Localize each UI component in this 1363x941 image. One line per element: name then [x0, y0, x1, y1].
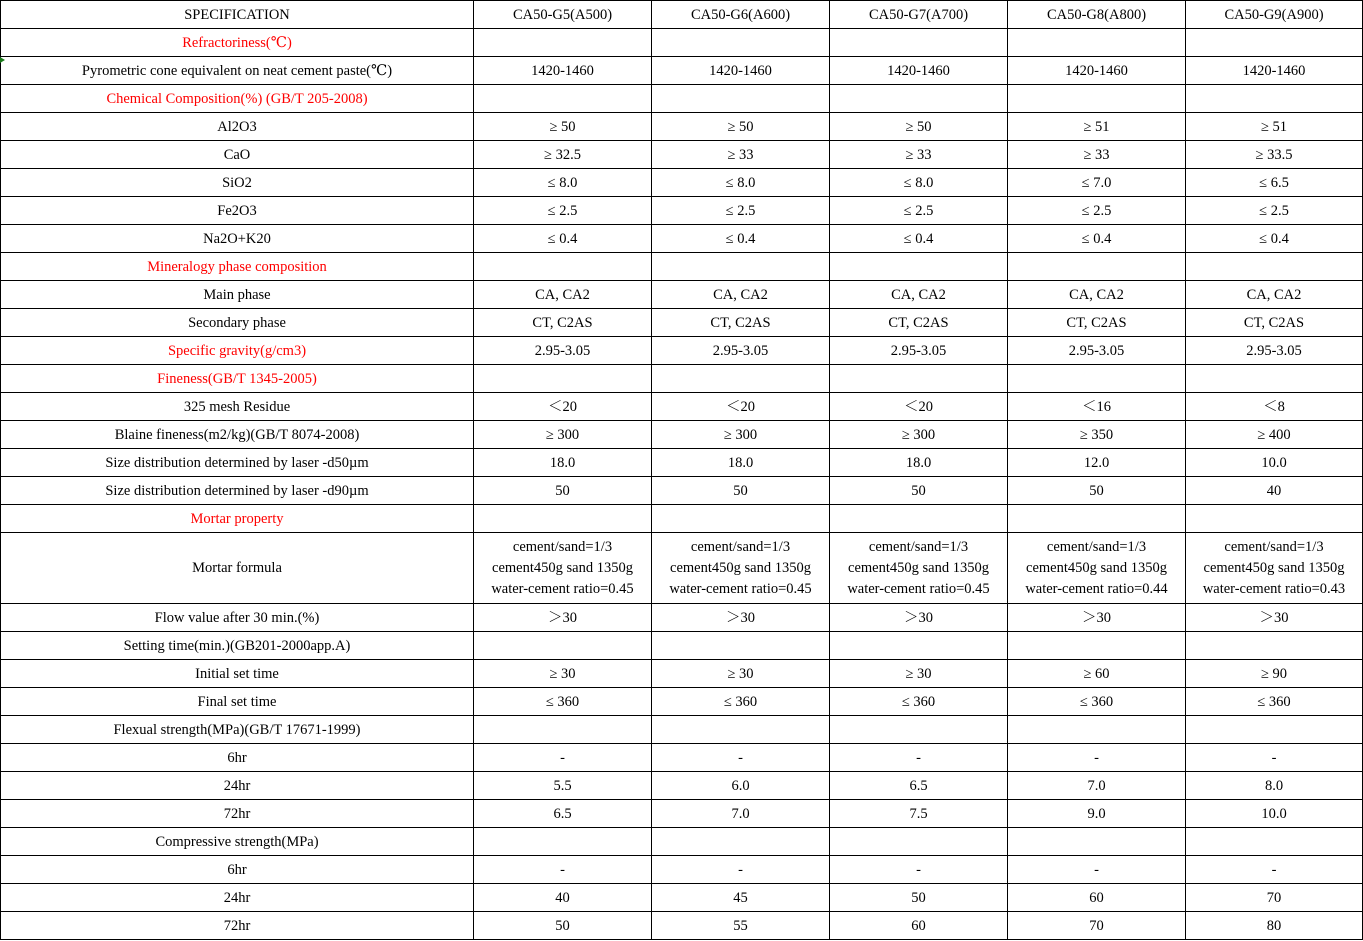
- table-cell: ≤ 360: [1186, 688, 1363, 716]
- table-cell: ≤ 7.0: [1008, 169, 1186, 197]
- table-cell: [1186, 29, 1363, 57]
- row-label: Final set time: [1, 688, 474, 716]
- table-row: [1, 253, 1363, 281]
- table-cell: ≥ 400: [1186, 421, 1363, 449]
- table-row: [1, 604, 1363, 632]
- header-grade-g9: CA50-G9(A900): [1186, 1, 1363, 29]
- table-cell: ≤ 2.5: [830, 197, 1008, 225]
- table-cell: 2.95-3.05: [830, 337, 1008, 365]
- row-label: Secondary phase: [1, 309, 474, 337]
- table-row: [1, 197, 1363, 225]
- table-cell: 70: [1008, 912, 1186, 940]
- table-cell: ≤ 360: [830, 688, 1008, 716]
- table-cell: [1008, 29, 1186, 57]
- table-row: [1, 309, 1363, 337]
- table-row: [1, 884, 1363, 912]
- row-label: Main phase: [1, 281, 474, 309]
- row-label: Setting time(min.)(GB201-2000app.A): [1, 632, 474, 660]
- table-cell: [652, 716, 830, 744]
- table-cell: [1008, 365, 1186, 393]
- row-label: Blaine fineness(m2/kg)(GB/T 8074-2008): [1, 421, 474, 449]
- table-cell: [1008, 716, 1186, 744]
- table-cell: ≤ 2.5: [1186, 197, 1363, 225]
- table-cell: 50: [474, 912, 652, 940]
- table-row: [1, 744, 1363, 772]
- table-cell: [1008, 632, 1186, 660]
- table-row: [1, 828, 1363, 856]
- table-cell: -: [474, 856, 652, 884]
- table-cell: -: [830, 856, 1008, 884]
- table-cell: ≥ 50: [830, 113, 1008, 141]
- table-cell: [652, 828, 830, 856]
- table-cell: 7.0: [652, 800, 830, 828]
- table-cell: [1008, 505, 1186, 533]
- table-cell: ≥ 51: [1008, 113, 1186, 141]
- table-cell: CT, C2AS: [474, 309, 652, 337]
- table-cell: [1008, 85, 1186, 113]
- table-cell: [830, 253, 1008, 281]
- table-row: [1, 85, 1363, 113]
- table-cell: CA, CA2: [652, 281, 830, 309]
- row-label: Initial set time: [1, 660, 474, 688]
- table-cell: ≤ 360: [652, 688, 830, 716]
- row-label: SiO2: [1, 169, 474, 197]
- table-cell: CT, C2AS: [830, 309, 1008, 337]
- table-row: [1, 533, 1363, 604]
- table-cell: -: [1008, 744, 1186, 772]
- table-cell: ＜16: [1008, 393, 1186, 421]
- table-cell: ＞30: [1008, 604, 1186, 632]
- table-cell: [652, 632, 830, 660]
- table-cell: CT, C2AS: [652, 309, 830, 337]
- table-cell: [474, 716, 652, 744]
- table-cell: 10.0: [1186, 449, 1363, 477]
- table-row: [1, 29, 1363, 57]
- table-cell: ≤ 0.4: [474, 225, 652, 253]
- table-cell: -: [652, 856, 830, 884]
- table-cell: 50: [830, 477, 1008, 505]
- table-cell: 18.0: [652, 449, 830, 477]
- table-cell: 60: [1008, 884, 1186, 912]
- table-cell: ＜20: [474, 393, 652, 421]
- table-cell: ＞30: [1186, 604, 1363, 632]
- table-cell: 1420-1460: [830, 57, 1008, 85]
- row-label: Pyrometric cone equivalent on neat cement paste(℃): [1, 57, 474, 85]
- header-grade-g5: CA50-G5(A500): [474, 1, 652, 29]
- table-cell: 7.0: [1008, 772, 1186, 800]
- table-cell: [1186, 85, 1363, 113]
- table-row: [1, 772, 1363, 800]
- table-cell: cement/sand=1/3 cement450g sand 1350g water-cement ratio=0.43: [1186, 533, 1363, 604]
- table-cell: ≥ 60: [1008, 660, 1186, 688]
- table-cell: cement/sand=1/3 cement450g sand 1350g water-cement ratio=0.45: [474, 533, 652, 604]
- table-cell: 2.95-3.05: [652, 337, 830, 365]
- table-cell: [830, 85, 1008, 113]
- table-cell: ≥ 30: [830, 660, 1008, 688]
- header-specification: SPECIFICATION: [1, 1, 474, 29]
- table-cell: ≥ 30: [474, 660, 652, 688]
- table-row: [1, 716, 1363, 744]
- table-cell: [1186, 828, 1363, 856]
- table-cell: ≥ 30: [652, 660, 830, 688]
- table-cell: [474, 632, 652, 660]
- table-cell: [652, 253, 830, 281]
- table-cell: ＜20: [652, 393, 830, 421]
- table-cell: 1420-1460: [652, 57, 830, 85]
- table-cell: ≤ 0.4: [652, 225, 830, 253]
- table-row: [1, 660, 1363, 688]
- section-label: Mortar property: [1, 505, 474, 533]
- table-cell: ≤ 2.5: [1008, 197, 1186, 225]
- table-cell: -: [830, 744, 1008, 772]
- table-cell: [1186, 632, 1363, 660]
- table-cell: CT, C2AS: [1008, 309, 1186, 337]
- table-cell: ≤ 2.5: [652, 197, 830, 225]
- table-cell: 2.95-3.05: [1186, 337, 1363, 365]
- table-cell: ≥ 300: [652, 421, 830, 449]
- row-label: 24hr: [1, 884, 474, 912]
- table-cell: -: [1186, 856, 1363, 884]
- table-cell: 40: [474, 884, 652, 912]
- table-cell: 2.95-3.05: [474, 337, 652, 365]
- table-row: [1, 688, 1363, 716]
- table-cell: ＞30: [830, 604, 1008, 632]
- table-cell: [1186, 365, 1363, 393]
- row-label: 72hr: [1, 800, 474, 828]
- table-cell: ≤ 6.5: [1186, 169, 1363, 197]
- table-cell: 1420-1460: [474, 57, 652, 85]
- table-cell: 80: [1186, 912, 1363, 940]
- row-label: 72hr: [1, 912, 474, 940]
- table-cell: -: [652, 744, 830, 772]
- table-cell: [474, 505, 652, 533]
- row-label: CaO: [1, 141, 474, 169]
- table-cell: ≤ 8.0: [474, 169, 652, 197]
- table-cell: ≥ 33.5: [1186, 141, 1363, 169]
- table-cell: 60: [830, 912, 1008, 940]
- section-label: Mineralogy phase composition: [1, 253, 474, 281]
- table-row: [1, 477, 1363, 505]
- table-cell: 5.5: [474, 772, 652, 800]
- table-row: [1, 449, 1363, 477]
- table-cell: [652, 505, 830, 533]
- table-cell: -: [1186, 744, 1363, 772]
- table-cell: ≤ 8.0: [652, 169, 830, 197]
- table-row: [1, 632, 1363, 660]
- header-grade-g8: CA50-G8(A800): [1008, 1, 1186, 29]
- table-cell: cement/sand=1/3 cement450g sand 1350g water-cement ratio=0.45: [830, 533, 1008, 604]
- table-cell: [474, 253, 652, 281]
- table-cell: ＜20: [830, 393, 1008, 421]
- table-cell: [652, 29, 830, 57]
- table-cell: -: [474, 744, 652, 772]
- table-cell: ≥ 32.5: [474, 141, 652, 169]
- table-cell: ≤ 360: [1008, 688, 1186, 716]
- row-label: Size distribution determined by laser -d90µm: [1, 477, 474, 505]
- table-cell: [652, 365, 830, 393]
- table-row: [1, 141, 1363, 169]
- row-label: Size distribution determined by laser -d50µm: [1, 449, 474, 477]
- table-row: [1, 225, 1363, 253]
- table-row: [1, 505, 1363, 533]
- table-cell: [830, 365, 1008, 393]
- table-cell: 40: [1186, 477, 1363, 505]
- table-row: [1, 337, 1363, 365]
- table-cell: ≥ 50: [474, 113, 652, 141]
- table-row: [1, 912, 1363, 940]
- section-label: Specific gravity(g/cm3): [1, 337, 474, 365]
- table-cell: ≥ 300: [830, 421, 1008, 449]
- table-cell: ≤ 8.0: [830, 169, 1008, 197]
- row-label: 6hr: [1, 856, 474, 884]
- table-cell: ≥ 50: [652, 113, 830, 141]
- table-cell: [474, 365, 652, 393]
- table-row: [1, 57, 1363, 85]
- table-cell: ＞30: [474, 604, 652, 632]
- table-cell: ≤ 0.4: [1186, 225, 1363, 253]
- table-cell: [1008, 828, 1186, 856]
- table-cell: [1008, 253, 1186, 281]
- table-cell: ≤ 360: [474, 688, 652, 716]
- row-label: Compressive strength(MPa): [1, 828, 474, 856]
- table-cell: [474, 29, 652, 57]
- table-row: [1, 169, 1363, 197]
- table-cell: 18.0: [474, 449, 652, 477]
- section-label: Refractoriness(℃): [1, 29, 474, 57]
- table-cell: ≥ 300: [474, 421, 652, 449]
- table-cell: 10.0: [1186, 800, 1363, 828]
- table-cell: CA, CA2: [1186, 281, 1363, 309]
- table-cell: [830, 632, 1008, 660]
- row-label: Na2O+K20: [1, 225, 474, 253]
- table-cell: ≥ 350: [1008, 421, 1186, 449]
- header-grade-g6: CA50-G6(A600): [652, 1, 830, 29]
- table-cell: 55: [652, 912, 830, 940]
- header-row: [1, 1, 1363, 29]
- table-cell: 2.95-3.05: [1008, 337, 1186, 365]
- table-cell: [1186, 505, 1363, 533]
- table-cell: 6.5: [474, 800, 652, 828]
- row-label: 6hr: [1, 744, 474, 772]
- table-cell: 12.0: [1008, 449, 1186, 477]
- table-cell: CA, CA2: [830, 281, 1008, 309]
- table-cell: ＜8: [1186, 393, 1363, 421]
- table-cell: CA, CA2: [1008, 281, 1186, 309]
- table-cell: 50: [830, 884, 1008, 912]
- table-cell: ≤ 0.4: [830, 225, 1008, 253]
- table-cell: [830, 716, 1008, 744]
- table-cell: 9.0: [1008, 800, 1186, 828]
- table-cell: ＞30: [652, 604, 830, 632]
- section-label: Fineness(GB/T 1345-2005): [1, 365, 474, 393]
- table-cell: [830, 828, 1008, 856]
- table-cell: [474, 828, 652, 856]
- table-cell: 18.0: [830, 449, 1008, 477]
- table-cell: CT, C2AS: [1186, 309, 1363, 337]
- table-cell: [830, 505, 1008, 533]
- row-label: Flow value after 30 min.(%): [1, 604, 474, 632]
- table-cell: ≥ 33: [830, 141, 1008, 169]
- table-row: [1, 421, 1363, 449]
- table-cell: CA, CA2: [474, 281, 652, 309]
- table-cell: ≥ 33: [1008, 141, 1186, 169]
- table-cell: -: [1008, 856, 1186, 884]
- row-label: Fe2O3: [1, 197, 474, 225]
- table-row: [1, 113, 1363, 141]
- table-row: [1, 393, 1363, 421]
- table-cell: 1420-1460: [1186, 57, 1363, 85]
- row-label: Flexual strength(MPa)(GB/T 17671-1999): [1, 716, 474, 744]
- table-cell: 70: [1186, 884, 1363, 912]
- table-cell: 50: [652, 477, 830, 505]
- table-cell: ≥ 33: [652, 141, 830, 169]
- row-label: Al2O3: [1, 113, 474, 141]
- table-cell: [1186, 253, 1363, 281]
- table-cell: 50: [1008, 477, 1186, 505]
- table-cell: cement/sand=1/3 cement450g sand 1350g water-cement ratio=0.44: [1008, 533, 1186, 604]
- table-body: [1, 29, 1363, 940]
- table-row: [1, 856, 1363, 884]
- table-cell: [830, 29, 1008, 57]
- table-cell: 7.5: [830, 800, 1008, 828]
- table-cell: [474, 85, 652, 113]
- table-cell: [652, 85, 830, 113]
- cell-marker-icon: [0, 57, 5, 63]
- table-header: [1, 1, 1363, 29]
- row-label: 24hr: [1, 772, 474, 800]
- table-cell: ≤ 2.5: [474, 197, 652, 225]
- table-row: [1, 365, 1363, 393]
- table-cell: ≤ 0.4: [1008, 225, 1186, 253]
- table-cell: 45: [652, 884, 830, 912]
- table-cell: 6.5: [830, 772, 1008, 800]
- table-cell: ≥ 90: [1186, 660, 1363, 688]
- table-row: [1, 281, 1363, 309]
- table-row: [1, 800, 1363, 828]
- table-cell: 6.0: [652, 772, 830, 800]
- section-label: Chemical Composition(%) (GB/T 205-2008): [1, 85, 474, 113]
- table-cell: [1186, 716, 1363, 744]
- row-label: 325 mesh Residue: [1, 393, 474, 421]
- row-label: Mortar formula: [1, 533, 474, 604]
- table-cell: 1420-1460: [1008, 57, 1186, 85]
- table-cell: ≥ 51: [1186, 113, 1363, 141]
- table-cell: cement/sand=1/3 cement450g sand 1350g water-cement ratio=0.45: [652, 533, 830, 604]
- table-cell: 8.0: [1186, 772, 1363, 800]
- table-cell: 50: [474, 477, 652, 505]
- header-grade-g7: CA50-G7(A700): [830, 1, 1008, 29]
